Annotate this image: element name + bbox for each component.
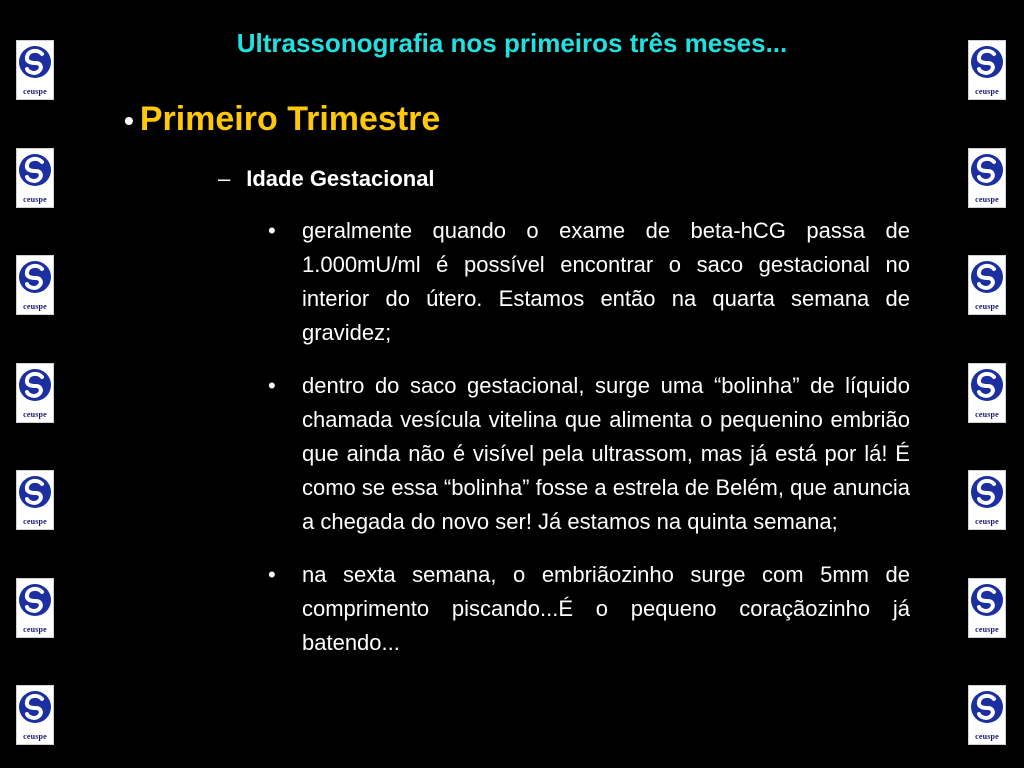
heading-primeiro-trimestre: [124, 100, 440, 139]
logo-text: ceuspe: [23, 194, 47, 204]
logo-text: ceuspe: [23, 302, 47, 311]
ceuspe-logo: [16, 470, 54, 530]
logo-text: ceuspe: [975, 302, 999, 311]
bullet-dot: •: [268, 373, 276, 398]
bullet-point-2: [268, 369, 910, 539]
bullet-point-3: [268, 558, 910, 660]
bullet-list: [268, 214, 910, 679]
logo-text: ceuspe: [23, 517, 47, 526]
ceuspe-logo: [968, 470, 1006, 530]
subheading-text: Idade Gestacional: [246, 166, 435, 191]
ceuspe-logo: [968, 255, 1006, 315]
ceuspe-logo: [16, 363, 54, 423]
ceuspe-logo: [968, 685, 1006, 745]
logo-text: ceuspe: [975, 517, 999, 526]
bullet-point-1: [268, 214, 910, 350]
ceuspe-logo: [16, 685, 54, 745]
left-logo-column: [16, 40, 56, 768]
ceuspe-logo: [968, 578, 1006, 638]
logo-text: ceuspe: [975, 194, 999, 204]
heading-bullet: •: [124, 105, 134, 136]
subheading-idade-gestacional: [218, 166, 435, 192]
ceuspe-logo: [16, 578, 54, 638]
right-logo-column: [968, 40, 1008, 768]
bullet-text: na sexta semana, o embriãozinho surge com 5mm de comprimento piscando...É o pequeno coraçãozinho já batendo...: [302, 562, 910, 655]
logo-text: ceuspe: [23, 732, 47, 741]
bullet-dot: •: [268, 562, 276, 587]
bullet-text: geralmente quando o exame de beta-hCG passa de 1.000mU/ml é possível encontrar o saco gestacional no interior do útero. Estamos então na quarta semana de gravidez;: [302, 218, 910, 345]
logo-text: ceuspe: [23, 87, 47, 96]
logo-text: ceuspe: [975, 624, 999, 634]
ceuspe-logo: [968, 148, 1006, 208]
logo-text: ceuspe: [975, 87, 999, 96]
bullet-dot: •: [268, 218, 276, 243]
logo-text: ceuspe: [23, 409, 47, 419]
bullet-text: dentro do saco gestacional, surge uma “bolinha” de líquido chamada vesícula vitelina que alimenta o pequenino embrião que ainda não é visível pela ultrassom, mas já está por lá! É como se essa “bolinha” fosse a estrela de Belém, que anuncia a chegada do novo ser! Já estamos na quinta semana;: [302, 373, 910, 534]
logo-text: ceuspe: [975, 732, 999, 741]
logo-text: ceuspe: [975, 409, 999, 419]
ceuspe-logo: [968, 363, 1006, 423]
slide-title: Ultrassonografia nos primeiros três meses...: [236, 28, 788, 58]
subheading-dash: –: [218, 166, 231, 191]
heading-text: Primeiro Trimestre: [139, 100, 441, 138]
ceuspe-logo: [16, 255, 54, 315]
logo-text: ceuspe: [23, 624, 47, 634]
ceuspe-logo: [16, 148, 54, 208]
